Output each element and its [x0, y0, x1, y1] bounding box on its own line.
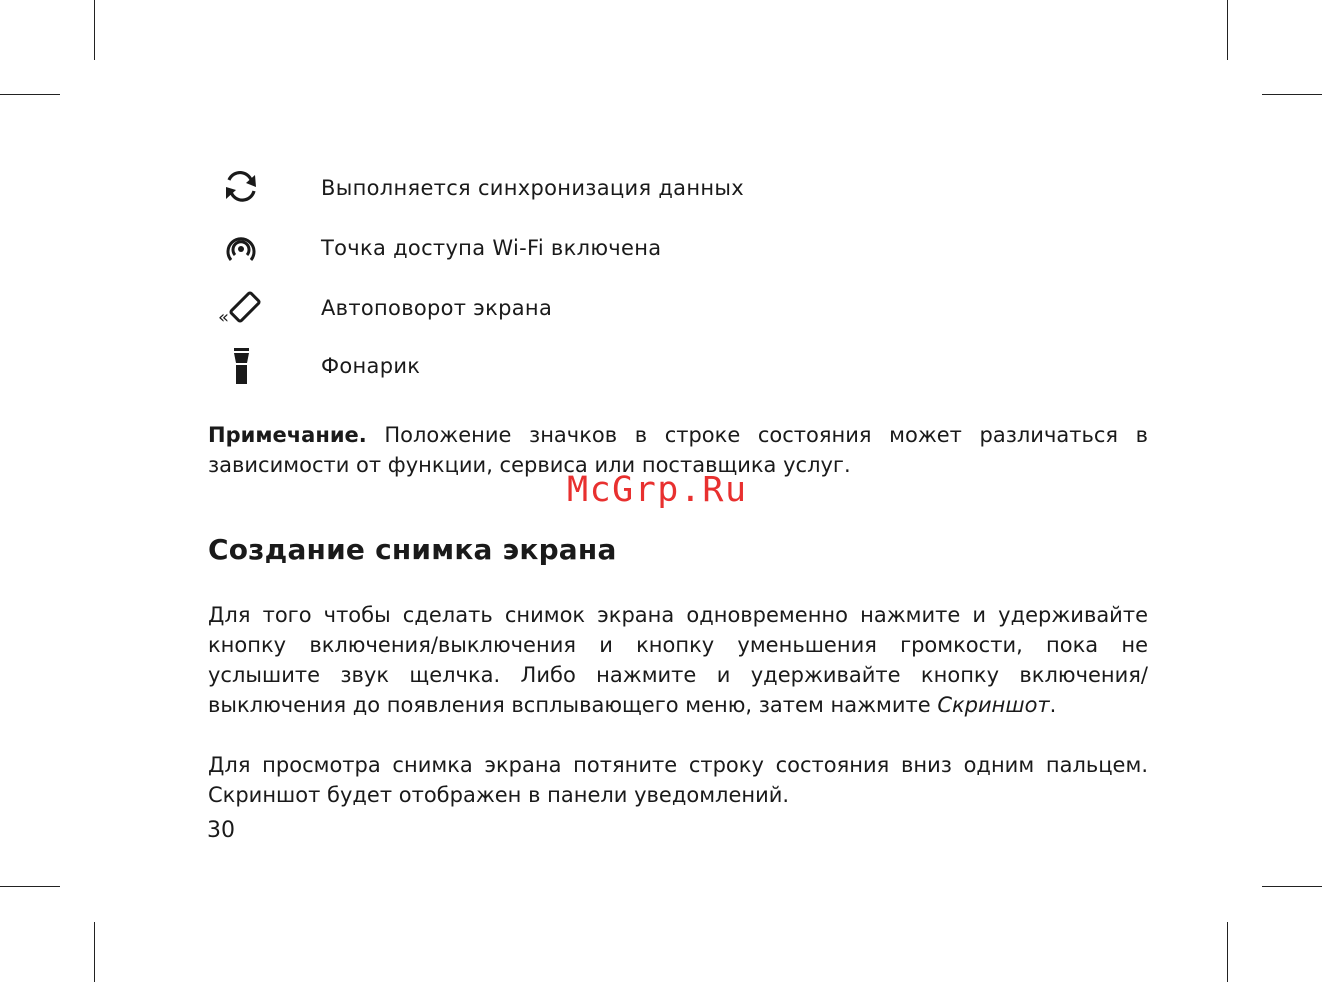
- flashlight-icon: [212, 348, 272, 388]
- svg-text:«: «: [218, 307, 230, 328]
- crop-mark: [0, 886, 60, 887]
- status-icon-label: Выполняется синхронизация данных: [321, 176, 745, 200]
- screenshot-term: Скриншот: [937, 693, 1050, 717]
- status-icon-label: Фонарик: [321, 354, 421, 378]
- status-icon-label: Точка доступа Wi-Fi включена: [321, 236, 662, 260]
- status-icon-row-flashlight: [0, 348, 1322, 388]
- paragraph-text: Для того чтобы сделать снимок экрана одновременно нажмите и удерживайте кнопку включения/выключения и кнопку уменьшения громкости, пока не услышите звук щелчка. Либо нажмите и удерживайте кнопку включения/выключения до появления всплывающего меню, затем нажмите: [208, 603, 1148, 717]
- note-label: Примечание.: [208, 423, 367, 447]
- crop-mark: [1262, 94, 1322, 95]
- note-text: Положение значков в строке состояния может различаться в зависимости от функции, сервиса или поставщика услуг.: [208, 423, 1148, 477]
- crop-mark: [1262, 886, 1322, 887]
- status-icon-row-sync: [0, 170, 1322, 210]
- section-title: Создание снимка экрана: [208, 533, 617, 566]
- crop-mark: [94, 922, 95, 982]
- status-icon-label: Автоповорот экрана: [321, 296, 553, 320]
- instruction-paragraph: [208, 600, 1148, 720]
- crop-mark: [1227, 922, 1228, 982]
- auto-rotate-icon: [212, 290, 272, 330]
- status-icon-row-hotspot: [0, 230, 1322, 270]
- hotspot-icon: [212, 230, 272, 270]
- crop-mark: [0, 94, 60, 95]
- crop-mark: [1227, 0, 1228, 60]
- view-paragraph: Для просмотра снимка экрана потяните строку состояния вниз одним пальцем. Скриншот будет отображен в панели уведомлений.: [208, 753, 1148, 807]
- page-number: 30: [207, 818, 235, 843]
- status-icon-row-auto-rotate: [0, 290, 1322, 330]
- watermark: McGrp.Ru: [567, 470, 748, 510]
- sync-icon: [212, 170, 272, 210]
- crop-mark: [94, 0, 95, 60]
- paragraph-end: .: [1049, 693, 1057, 717]
